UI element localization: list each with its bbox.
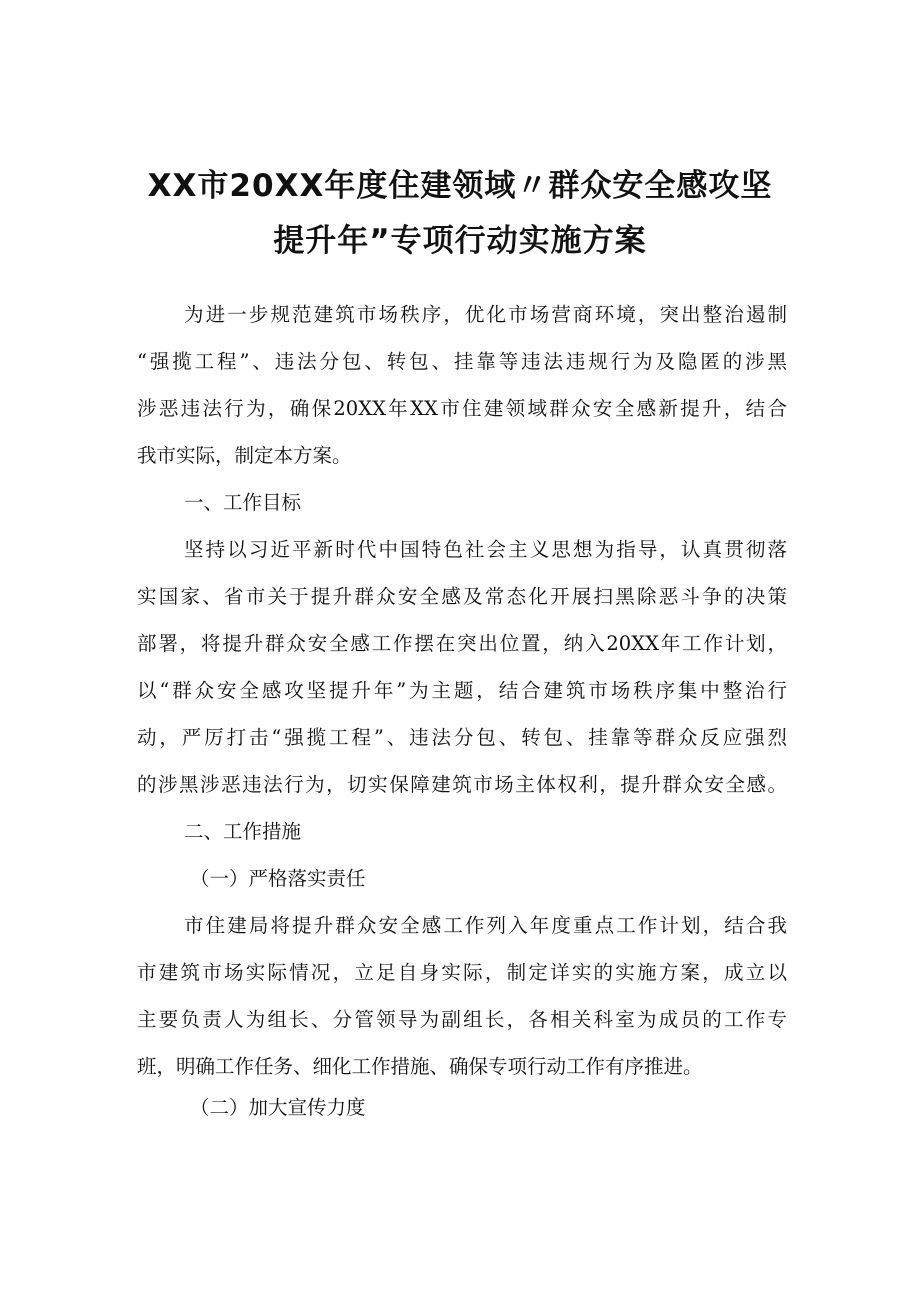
intro-paragraph-line-2: “强揽工程”、违法分包、转包、挂靠等违法违规行为及隐匿的涉黑 bbox=[137, 350, 787, 373]
responsibility-paragraph-line-2: 市建筑市场实际情况，立足自身实际，制定详实的实施方案，成立以 bbox=[137, 961, 787, 984]
goals-paragraph-line-5: 动，严厉打击“强揽工程”、违法分包、转包、挂靠等群众反应强烈 bbox=[137, 726, 787, 749]
goals-paragraph-line-4: 以“群众安全感攻坚提升年”为主题，结合建筑市场秩序集中整治行 bbox=[137, 679, 787, 702]
document-title-line-1: XX市20XX年度住建领域〃群众安全感攻坚 bbox=[147, 168, 773, 204]
subsection-heading-publicity: （二）加大宣传力度 bbox=[190, 1096, 366, 1119]
responsibility-paragraph-line-3: 主要负责人为组长、分管领导为副组长，各相关科室为成员的工作专 bbox=[137, 1008, 787, 1031]
goals-paragraph-line-2: 实国家、省市关于提升群众安全感及常态化开展扫黑除恶斗争的决策 bbox=[137, 585, 787, 608]
subsection-heading-responsibility: （一）严格落实责任 bbox=[190, 867, 366, 890]
document-title-line-2: 提升年”专项行动实施方案 bbox=[273, 223, 647, 259]
goals-paragraph-line-3: 部署，将提升群众安全感工作摆在突出位置，纳入20XX年工作计划， bbox=[137, 632, 787, 655]
intro-paragraph-line-1: 为进一步规范建筑市场秩序，优化市场营商环境，突出整治遏制 bbox=[184, 303, 787, 326]
responsibility-paragraph-line-4: 班，明确工作任务、细化工作措施、确保专项行动工作有序推进。 bbox=[137, 1055, 703, 1078]
responsibility-paragraph-line-1: 市住建局将提升群众安全感工作列入年度重点工作计划，结合我 bbox=[184, 914, 787, 937]
intro-paragraph-line-3: 涉恶违法行为，确保20XX年XX市住建领域群众安全感新提升，结合 bbox=[137, 397, 787, 420]
intro-paragraph-line-4: 我市实际，制定本方案。 bbox=[137, 444, 352, 467]
goals-paragraph-line-1: 坚持以习近平新时代中国特色社会主义思想为指导，认真贯彻落 bbox=[184, 538, 787, 561]
section-heading-goals: 一、工作目标 bbox=[184, 491, 302, 514]
section-heading-measures: 二、工作措施 bbox=[184, 820, 302, 843]
goals-paragraph-line-6: 的涉黑涉恶违法行为，切实保障建筑市场主体权利，提升群众安全感。 bbox=[137, 773, 787, 796]
